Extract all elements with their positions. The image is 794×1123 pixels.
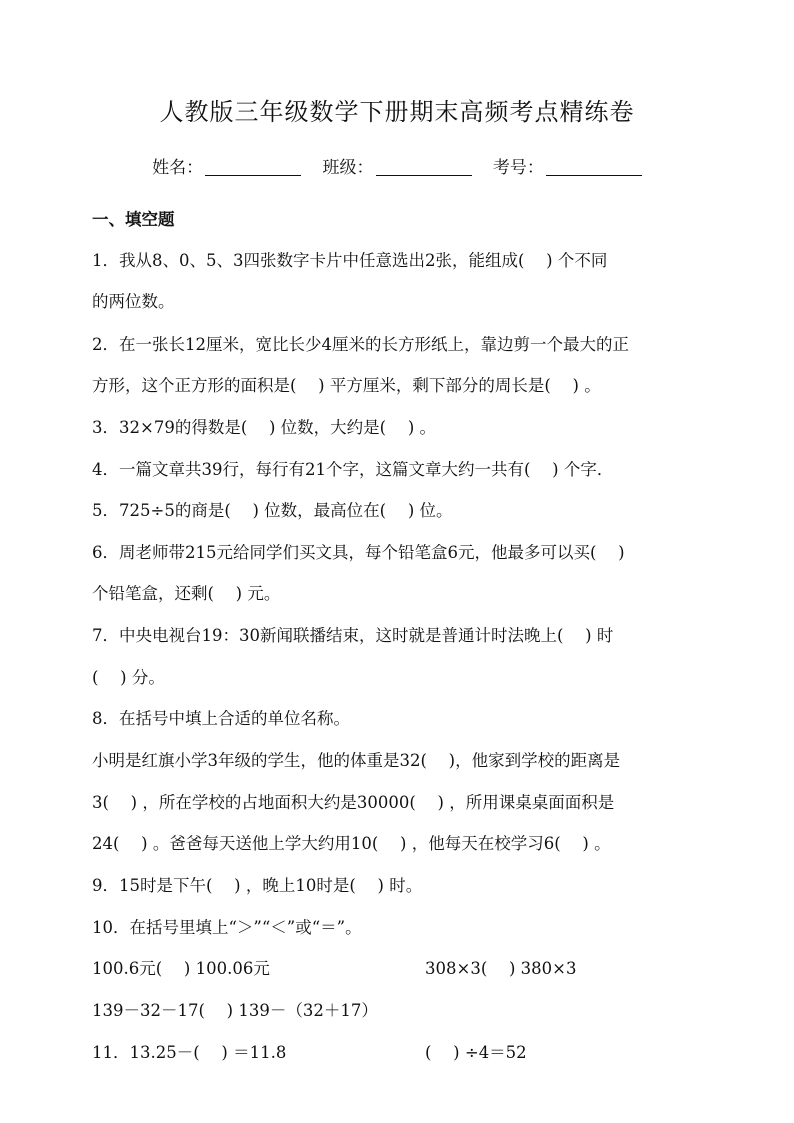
question-line: 方形，这个正方形的面积是( ) 平方厘米，剩下部分的周长是( ) 。 [92, 376, 601, 395]
question-line: 6．周老师带215元给同学们买文具，每个铅笔盒6元，他最多可以买( ) [92, 543, 625, 562]
id-blank [546, 175, 642, 176]
name-label: 姓名： [152, 158, 204, 178]
page-title: 人教版三年级数学下册期末高频考点精练卷 [159, 98, 635, 126]
question-line: ( ) 分。 [92, 668, 165, 687]
class-blank [376, 175, 472, 176]
name-blank [205, 175, 301, 176]
name-field [152, 153, 301, 178]
question-line: 2．在一张长12厘米，宽比长少4厘米的长方形纸上，靠边剪一个最大的正 [92, 335, 629, 354]
id-field [493, 153, 642, 178]
question-line: 5．725÷5的商是( ) 位数，最高位在( ) 位。 [92, 501, 453, 520]
question-line: 10．在括号里填上“＞”“＜”或“＝”。 [92, 918, 362, 937]
question-line: 9．15时是下午( ) ，晚上10时是( ) 时。 [92, 876, 423, 895]
class-field [323, 153, 472, 178]
question-line: 24( ) 。爸爸每天送他上学大约用10( ) ，他每天在校学习6( ) 。 [92, 834, 611, 853]
question-line: 个铅笔盒，还剩( ) 元。 [92, 584, 281, 603]
question-line: 3( ) ，所在学校的占地面积大约是30000( ) ，所用课桌桌面面积是 [92, 793, 615, 812]
q11-left: 11．13.25－( ) ＝11.8 [92, 1043, 287, 1062]
question-line: 小明是红旗小学3年级的学生，他的体重是32( )，他家到学校的距离是 [92, 751, 621, 770]
student-info-row [0, 153, 794, 178]
question-line: 8．在括号中填上合适的单位名称。 [92, 709, 350, 728]
q10-row1-left: 100.6元( ) 100.06元 [92, 959, 270, 978]
q10-row2-left: 139－32－17( ) 139－（32＋17） [92, 1001, 378, 1020]
question-line: 3．32×79的得数是( ) 位数，大约是( ) 。 [92, 418, 437, 437]
question-line: 4．一篇文章共39行，每行有21个字，这篇文章大约一共有( ) 个字． [92, 460, 614, 479]
class-label: 班级： [322, 158, 374, 178]
question-line: 1．我从8、0、5、3四张数字卡片中任意选出2张，能组成( ) 个不同 [92, 251, 608, 270]
q11-right: ( ) ÷4＝52 [425, 1043, 527, 1062]
section-heading: 一、填空题 [92, 210, 175, 229]
id-label: 考号： [492, 158, 544, 178]
q10-row1-right: 308×3( ) 380×3 [425, 959, 577, 978]
question-line: 7．中央电视台19：30新闻联播结束，这时就是普通计时法晚上( ) 时 [92, 626, 614, 645]
question-line: 的两位数。 [92, 292, 175, 311]
